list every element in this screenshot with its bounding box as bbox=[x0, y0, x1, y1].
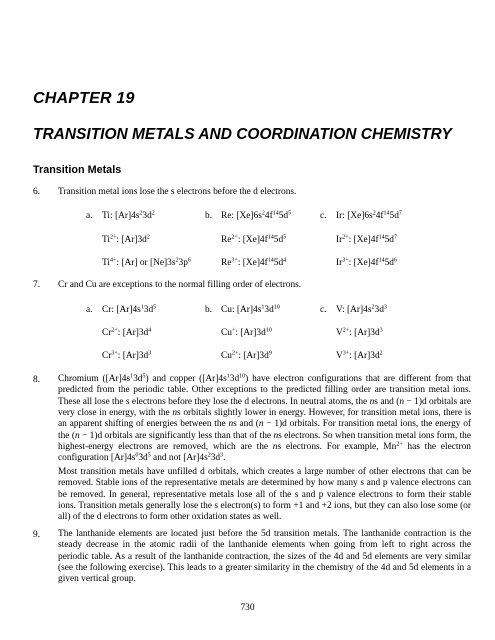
q7-b-config bbox=[205, 304, 280, 316]
q6-b-ion1: $Re^{2+}$: $[Xe]4f^{14}5d^5$ bbox=[221, 234, 287, 245]
q8-number: 8. bbox=[33, 375, 41, 385]
item-label: b. bbox=[205, 305, 213, 315]
q7-a-ion2: $Cr^{3+}$: $[Ar]3d^3$ bbox=[102, 350, 152, 361]
q6-c-ion1: $Ir^{2+}$: $[Xe]4f^{14}5d^7$ bbox=[336, 234, 397, 245]
q7-c-config bbox=[320, 304, 387, 316]
config-formula: Re: $[Xe]6s^24f^{14}5d^5$ bbox=[221, 210, 292, 221]
q9-number: 9. bbox=[33, 530, 41, 540]
item-label: a. bbox=[86, 305, 93, 315]
q7-b-ion1: Cu+: $[Ar]3d^{10}$ bbox=[221, 327, 272, 338]
config-formula: Ti: $[Ar]4s^23d^2$ bbox=[102, 210, 155, 221]
q6-b-ion2: $Re^{3+}$: $[Xe]4f^{14}5d^4$ bbox=[221, 257, 287, 268]
section-heading: Transition Metals bbox=[33, 164, 122, 176]
q6-c-config bbox=[320, 210, 402, 222]
chapter-title: TRANSITION METALS AND COORDINATION CHEMISTRY bbox=[33, 126, 452, 143]
q7-c-ion1: $V^{2+}$: $[Ar]3d^3$ bbox=[336, 327, 383, 338]
q6-text: Transition metal ions lose the s electrons before the d electrons. bbox=[58, 187, 297, 197]
q7-text: Cr and Cu are exceptions to the normal filling order of electrons. bbox=[58, 280, 302, 290]
q7-a-config bbox=[86, 304, 156, 316]
q7-number: 7. bbox=[33, 280, 41, 290]
q7-c-ion2: $V^{3+}$: $[Ar]3d^2$ bbox=[336, 350, 383, 361]
q8-paragraph-1: Chromium $([Ar]4s^13d^5)$ and copper $([Ar]4s^13d^{10})$ have electron configurations that are different from that predicted from the periodic table. Other exceptions to the predicted filling order are transition metal ions. These all lose the s electrons before they lose the d electrons. In neutral atoms, the ns and (n − 1)d orbitals are very close in energy, with the ns orbitals slightly lower in energy. However, for transition metal ions, there is an apparent shifting of energies between the ns and (n − 1)d orbitals. For transition metal ions, the energy of the (n − 1)d orbitals are significantly less than that of the ns electrons. So when transition metal ions form, the highest-energy electrons are removed, which are the ns electrons. For example, $Mn^{2+}$ has the electron configuration $[Ar]4s^03d^5$ and not $[Ar]4s^23d^3$. bbox=[58, 373, 471, 464]
config-formula: Ir: $[Xe]6s^24f^{14}5d^7$ bbox=[336, 210, 402, 221]
config-formula: V: $[Ar]4s^23d^3$ bbox=[336, 304, 387, 315]
q7-b-ion2: $Cu^{2+}$: $[Ar]3d^9$ bbox=[221, 350, 272, 361]
config-formula: Cr: $[Ar]4s^13d^5$ bbox=[102, 304, 157, 315]
q6-a-ion1: $Ti^{2+}$: $[Ar]3d^2$ bbox=[102, 234, 150, 245]
item-label: c. bbox=[320, 305, 327, 315]
q6-number: 6. bbox=[33, 187, 41, 197]
q6-a-config bbox=[86, 210, 155, 222]
page-number: 730 bbox=[240, 603, 255, 613]
item-label: c. bbox=[320, 211, 327, 221]
item-label: b. bbox=[205, 211, 213, 221]
config-formula: Cu: $[Ar]4s^13d^{10}$ bbox=[221, 304, 280, 315]
q8-paragraph-2: Most transition metals have unfilled d orbitals, which creates a large number of other electrons that can be removed. Stable ions of the representative metals are determined by how many s and p valence electrons can be removed. In general, representative metals lose all of the s and p valence electrons to form their stable ions. Transition metals generally lose the s electron(s) to form +1 and +2 ions, but they can also lose some (or all) of the d electrons to form other oxidation states as well. bbox=[58, 467, 471, 523]
q7-a-ion1: $Cr^{2+}$: $[Ar]3d^4$ bbox=[102, 327, 152, 338]
item-label: a. bbox=[86, 211, 93, 221]
q6-c-ion2: $Ir^{3+}$: $[Xe]4f^{14}5d^6$ bbox=[336, 257, 397, 268]
q9-paragraph: The lanthanide elements are located just before the 5d transition metals. The lanthanide contraction is the steady decrease in the atomic radii of the lanthanide elements when going from left to right across the periodic table. As a result of the lanthanide contraction, the sizes of the 4d and 5d elements are very similar (see the following exercise). This leads to a greater similarity in the chemistry of the 4d and 5d elements in a given vertical group. bbox=[58, 529, 471, 585]
chapter-heading: CHAPTER 19 bbox=[33, 90, 135, 107]
q6-a-ion2: $Ti^{4+}$: [Ar] or $[Ne]3s^23p^6$ bbox=[102, 257, 191, 268]
q6-b-config bbox=[205, 210, 291, 222]
